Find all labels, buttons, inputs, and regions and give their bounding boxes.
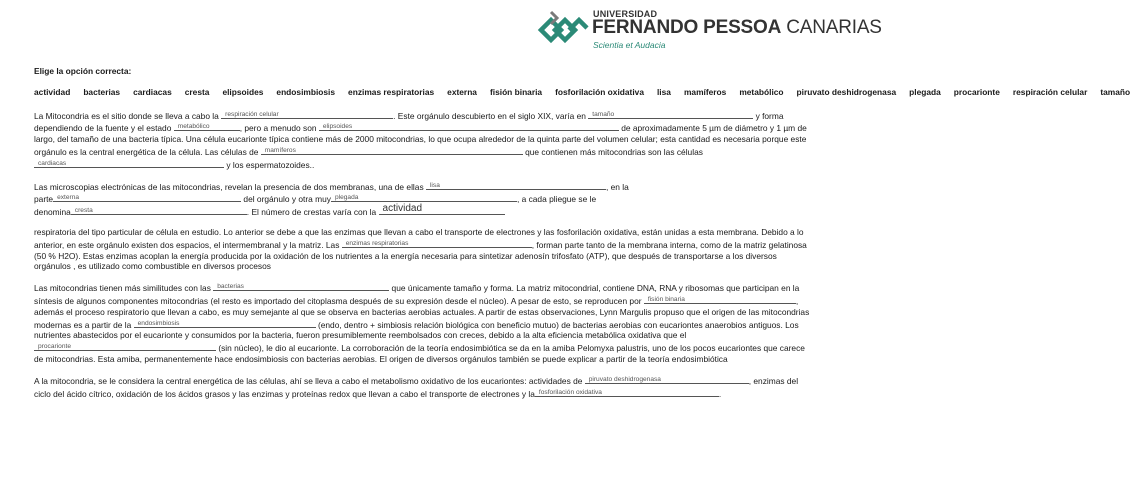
exercise-content [34,66,1131,408]
answer-blank[interactable] [319,121,619,131]
word-bank-item: actividad [34,86,71,97]
text: denomina [34,207,71,218]
answer-text: cardiacas [38,159,67,167]
logo-name-bold: FERNANDO PESSOA [592,17,782,38]
word-bank-item: mamíferos [683,86,727,97]
text: parte [34,194,54,205]
word-bank-item: lisa [656,86,671,97]
paragraph-5 [34,374,814,400]
text: A la mitocondria, se le considera la central energética de las células, ahí se lleva a cabo el metabolismo oxidativo de los eucariontes: actividades de [34,375,583,386]
text: , además el proceso respiratorio que llevan a cabo, es muy semejante al que se observa en bacterias aerobias actuales. A partir de estas observaciones, Lynn Margulis propuso que el origen de las mitocondrias modernas es a partir de la [34,295,810,330]
answer-blank[interactable] [331,192,517,202]
answer-text: plegada [334,194,359,202]
answer-blank[interactable] [34,341,216,351]
logo-name [592,17,882,39]
logo-name-light: CANARIAS [786,17,882,38]
answer-text: procarionte [38,343,71,351]
word-bank-item: externa [447,86,477,97]
text: y forma dependiendo de la fuente y el estado [34,110,784,134]
answer-text: respiración celular [225,110,279,118]
answer-text: piruvato deshidrogenasa [588,375,661,383]
text: (sin núcleo), le dio al eucarionte. La corroboración de la teoría endosimbiótica se da en la amiba Pelomyxa palustris, uno de los pocos eucariontes que carece de mitocondrias. Esta amiba, permanentemente hace endosimbiosis con bacterias aerobias. El origen de diversos orgánulos también se puede explicar a partir de la teoría endosimbiótica [34,343,805,364]
word-bank-item: piruvato deshidrogenasa [796,86,897,97]
answer-text: bacterias [217,283,244,291]
answer-blank[interactable] [134,318,316,328]
answer-blank[interactable] [588,109,753,119]
answer-text: mamíferos [264,146,296,154]
paragraph-2 [34,180,814,218]
answer-blank[interactable] [174,121,240,131]
answer-blank[interactable] [644,294,796,304]
text: , forman parte tanto de la membrana interna, como de la matriz gelatinosa (50 % H2O). Estas enzimas acoplan la energía producida por la oxidación de los nutrientes a la energía necesaria para sintetizar adenosín trifosfato (ATP), que después de transportarse a los diversos orgánulos , es utilizado como combustible en diversos procesos [34,239,807,272]
word-bank-item: elipsoides [222,86,264,97]
answer-text: actividad [382,203,423,215]
text: respiratoria del tipo particular de célula en estudio. Lo anterior se debe a que las enzimas que llevan a cabo el transporte de electrones y las fosforilación oxidativa, están unidas a esta membrana. Debido a lo anterior, en este orgánulo existen dos espacios, el intermembranal y la matriz. Las [34,226,804,250]
text: La Mitocondria es el sitio donde se lleva a cabo la [34,110,219,121]
logo-mark-icon [537,7,589,53]
word-bank [34,86,1131,98]
logo-motto: Scientia et Audacia [593,40,666,50]
answer-blank[interactable] [261,145,523,155]
answer-text: externa [57,194,80,202]
answer-blank[interactable] [53,192,241,202]
answer-text: fosforilación oxidativa [538,388,602,396]
answer-text: fisión binaria [647,295,685,303]
instruction: Elige la opción correcta: [34,66,132,76]
paragraph-3 [34,227,814,272]
paragraph-1 [34,109,814,171]
word-bank-item: cresta [184,86,210,97]
text: y los espermatozoides.. [226,159,315,170]
answer-text: elipsoides [322,123,353,131]
logo-university: UNIVERSIDAD [593,9,658,19]
text: de aproximadamente 5 µm de diámetro y 1 µm de largo, del tamaño de una bacteria típica. Una célula eucarionte típica contiene más de 2000 mitocondrias, lo que ocupa alrededor de la quinta parte del volumen celular; esta cantidad es necesaria porque este orgánulo es la central energética de la célula. Las células de [34,123,807,157]
text: . Este orgánulo descubierto en el siglo XIX, varía en [393,110,586,121]
word-bank-item: bacterias [83,86,121,97]
answer-blank[interactable] [342,238,532,248]
answer-blank[interactable] [535,387,722,399]
word-bank-item: tamaño [1100,86,1131,97]
answer-blank[interactable] [426,180,606,190]
answer-blank[interactable] [213,281,389,291]
answer-blank[interactable] [71,205,247,215]
text: que únicamente tamaño y forma. La matriz mitocondrial, contiene DNA, RNA y ribosomas que participan en la síntesis de algunos componentes mitocondrias (el resto es importado del citoplasma después de su expresión desde el núcleo). A pesar de esto, se reproducen por [34,283,800,306]
text: . El número de crestas varía con la [246,207,377,218]
word-bank-item: enzimas respiratorias [348,86,435,97]
answer-text: cresta [74,207,93,215]
text: , en la [605,181,629,192]
word-bank-item: cardiacas [133,86,172,97]
answer-blank[interactable] [379,205,505,215]
word-bank-item: metabólico [739,86,784,97]
answer-blank[interactable] [585,374,749,384]
answer-blank[interactable] [34,158,224,168]
text: que contienen más mitocondrias son las células [525,146,703,157]
word-bank-item: fosforilación oxidativa [555,86,644,97]
text: (endo, dentro + simbiosis relación biológica con beneficio mutuo) de bacterias aerobias con eucariontes anaerobios antiguos. Los nutrientes abastecidos por el eucarionte y consumidos por la bacteria, fueron presumiblemente reembolsados con creces, debido a la alta eficiencia metabólica oxidativa que el [34,319,799,341]
word-bank-item: respiración celular [1012,86,1088,97]
answer-text: tamaño [592,110,615,118]
answer-blank[interactable] [221,109,393,119]
word-bank-item: procarionte [953,86,1000,97]
answer-text: metabólico [177,123,210,131]
paragraph-4 [34,281,814,365]
text: Las microscopias electrónicas de las mitocondrias, revelan la presencia de dos membranas, una de ellas [34,181,424,192]
word-bank-item: fisión binaria [489,86,543,97]
word-bank-item: endosimbiosis [276,86,336,97]
text: . [718,388,722,399]
answer-text: enzimas respiratorias [345,239,409,247]
text: , pero a menudo son [239,123,317,134]
text: Las mitocondrias tienen más similitudes con las [34,283,211,294]
text: , enzimas del ciclo del ácido cítrico, oxidación de los ácidos grasos y las enzimas y proteínas redox que llevan a cabo el transporte de electrones y la [34,375,799,399]
text: , a cada pliegue se le [516,194,597,205]
answer-text: lisa [429,181,440,189]
word-bank-item: plegada [909,86,941,97]
answer-text: endosimbiosis [137,319,180,327]
university-logo [537,7,882,55]
text: del orgánulo y otra muy [243,194,331,205]
